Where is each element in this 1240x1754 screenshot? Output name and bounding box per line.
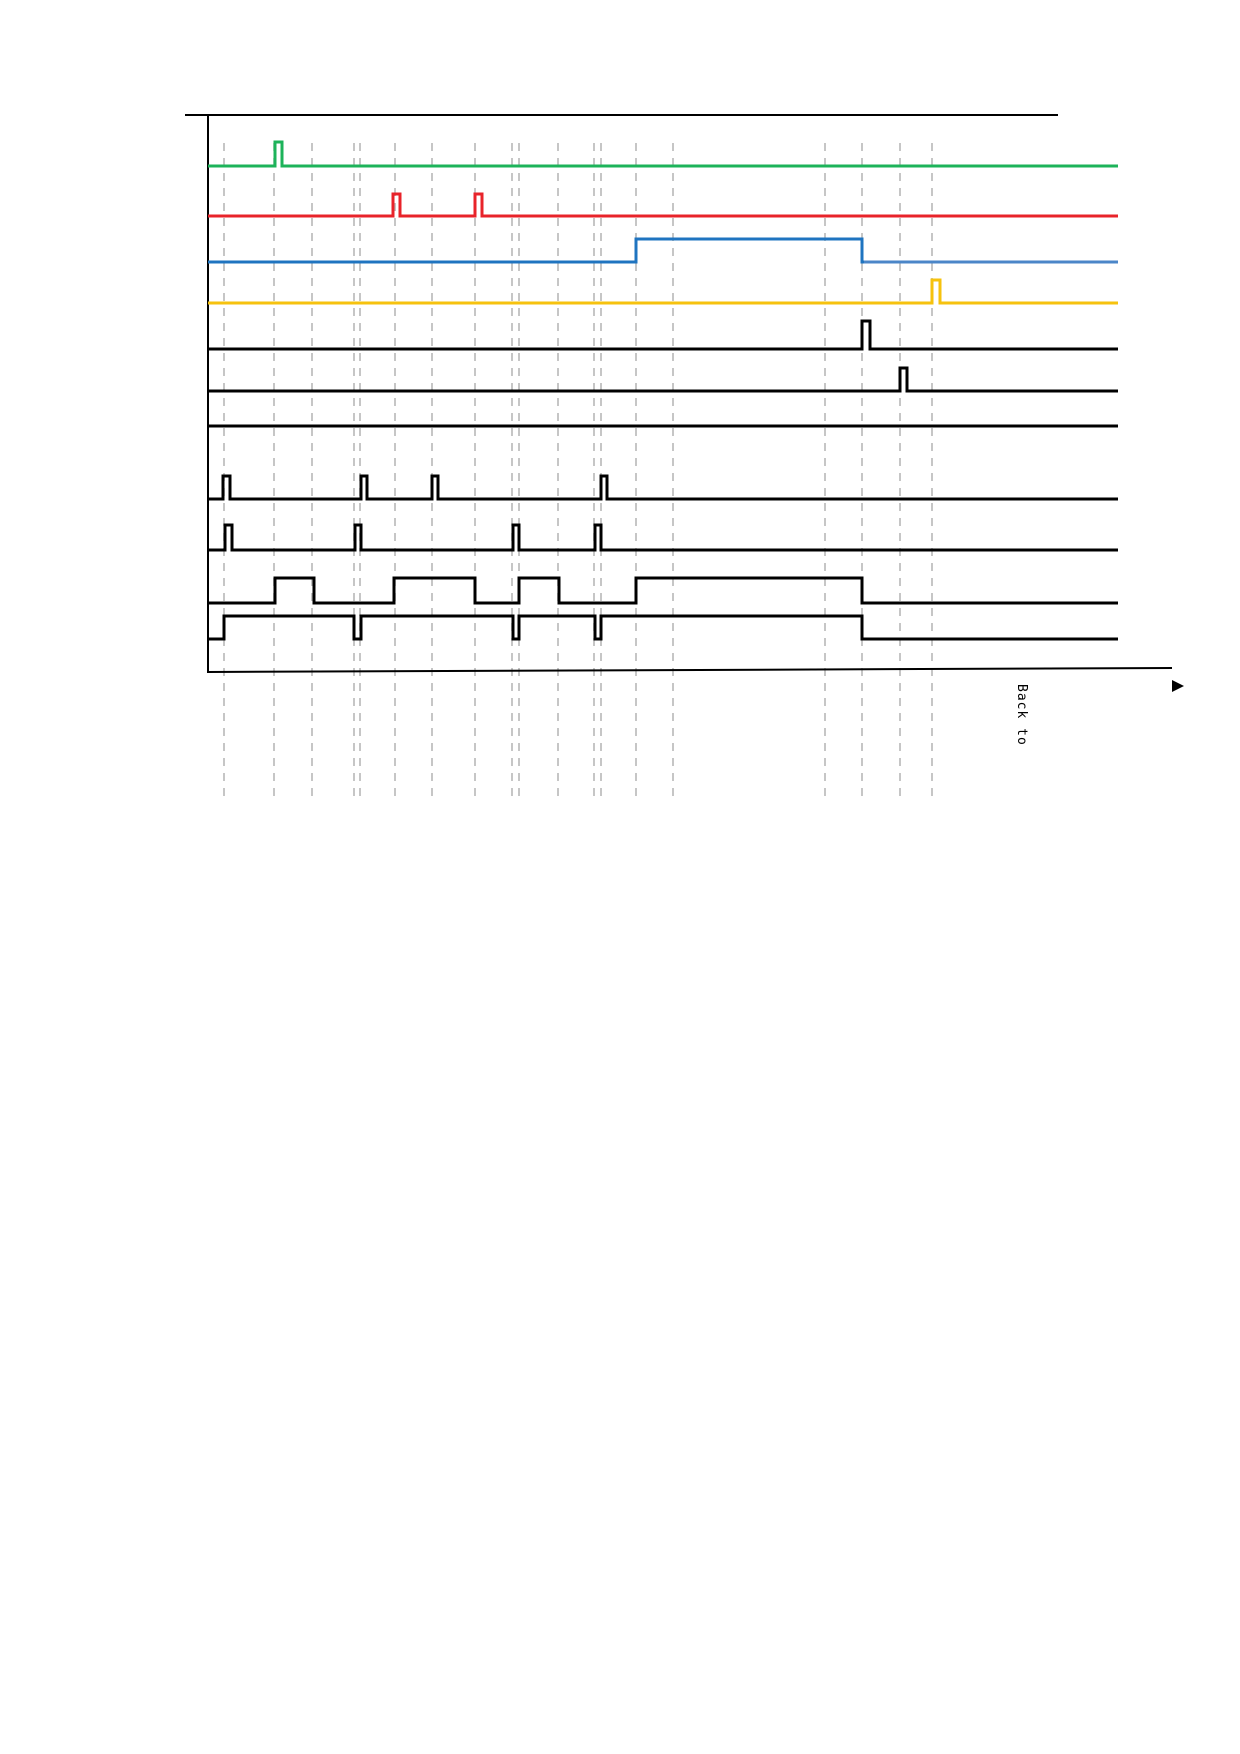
x-axis-arrow-icon — [1172, 680, 1184, 692]
signal-5-black — [208, 321, 1118, 349]
signal-9-black — [208, 525, 1118, 550]
axes — [185, 114, 1184, 692]
signal-3-blue — [208, 239, 1118, 262]
signal-6-black — [208, 368, 1118, 391]
signal-2-red — [208, 194, 1118, 216]
signal-8-black — [208, 476, 1118, 499]
annotation-back-to: Back to — [1014, 684, 1029, 746]
signal-1-green — [208, 142, 1118, 166]
signal-10-black — [208, 578, 1118, 603]
signal-waveforms — [208, 142, 1118, 639]
signal-4-yellow — [208, 280, 1118, 303]
signal-11-black — [208, 616, 1118, 639]
guide-lines — [224, 143, 932, 800]
x-axis — [208, 668, 1172, 672]
